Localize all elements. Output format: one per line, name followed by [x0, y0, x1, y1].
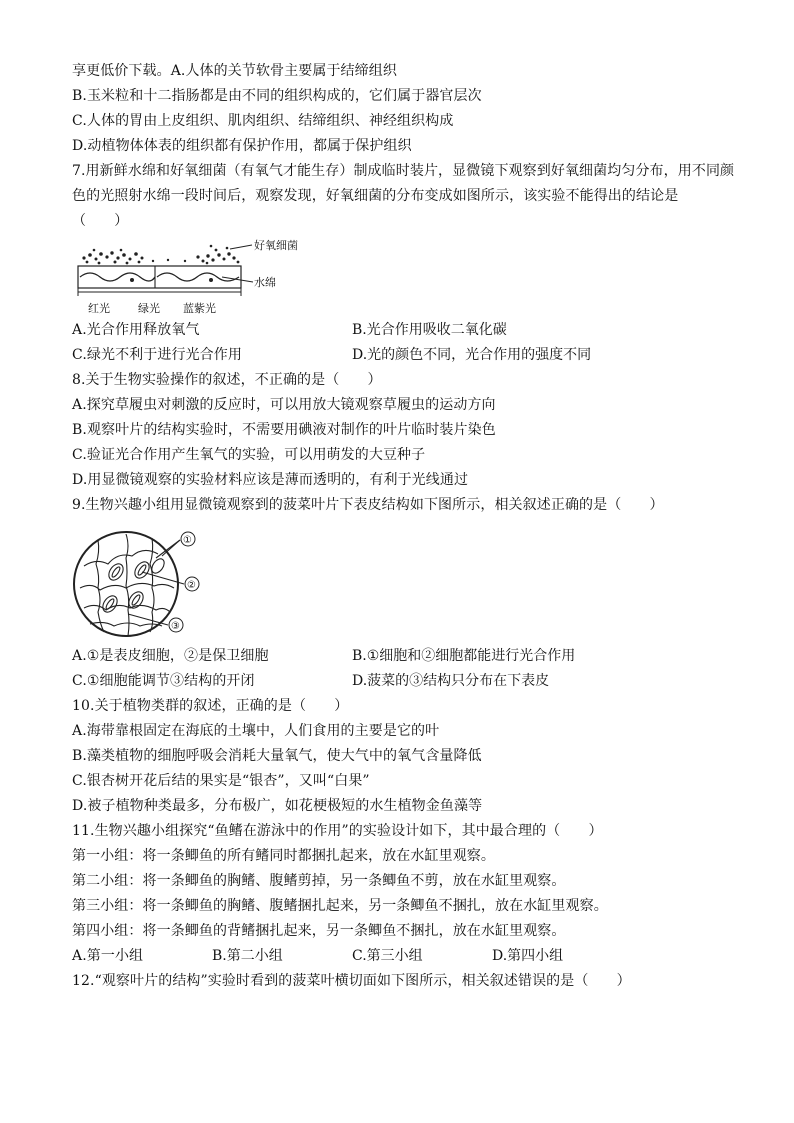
q9-leaf-epidermis-figure: [70, 528, 218, 640]
q11-option-a: A.第一小组: [72, 948, 144, 964]
label-red-light: 红光: [88, 302, 110, 315]
q11-option-d: D.第四小组: [492, 948, 564, 964]
q8-option-a: A.探究草履虫对刺激的反应时，可以用放大镜观察草履虫的运动方向: [72, 397, 496, 413]
q12-stem: 12.“观察叶片的结构”实验时看到的菠菜叶横切面如下图所示，相关叙述错误的是（ ）: [72, 973, 631, 989]
marker-3: ③: [171, 621, 180, 632]
q11-group-1: 第一小组：将一条鲫鱼的所有鳍同时都捆扎起来，放在水缸里观察。: [72, 848, 495, 864]
label-spirogyra: 水绵: [254, 276, 276, 289]
q7-option-d: D.光的颜色不同，光合作用的强度不同: [352, 347, 592, 363]
q10-stem: 10.关于植物类群的叙述，正确的是（ ）: [72, 698, 349, 714]
q9-option-b: B.①细胞和②细胞都能进行光合作用: [352, 648, 576, 664]
q11-option-c: C.第三小组: [352, 948, 423, 964]
q8-stem: 8.关于生物实验操作的叙述，不正确的是（ ）: [72, 372, 382, 388]
q7-stem-line2: 色的光照射水绵一段时间后，观察发现，好氧细菌的分布变成如图所示，该实验不能得出的结论是: [72, 188, 679, 204]
q9-option-a: A.①是表皮细胞，②是保卫细胞: [72, 648, 269, 664]
q10-option-a: A.海带靠根固定在海底的土壤中，人们食用的主要是它的叶: [72, 723, 440, 739]
q8-option-b: B.观察叶片的结构实验时，不需要用碘液对制作的叶片临时装片染色: [72, 422, 496, 438]
q10-option-c: C.银杏树开花后结的果实是“银杏”，又叫“白果”: [72, 773, 370, 789]
q7-option-a: A.光合作用释放氧气: [72, 322, 200, 338]
option-line-a-q6: 享更低价下载。A.人体的关节软骨主要属于结缔组织: [72, 63, 397, 79]
marker-2: ②: [187, 580, 196, 591]
label-blue-violet-light: 蓝紫光: [183, 302, 216, 315]
q11-group-2: 第二小组：将一条鲫鱼的胸鳍、腹鳍剪掉，另一条鲫鱼不剪，放在水缸里观察。: [72, 873, 566, 889]
q9-stem: 9.生物兴趣小组用显微镜观察到的菠菜叶片下表皮结构如下图所示，相关叙述正确的是（ ）: [72, 497, 664, 513]
q11-option-b: B.第二小组: [212, 948, 283, 964]
q8-option-d: D.用显微镜观察的实验材料应该是薄而透明的，有利于光线通过: [72, 472, 469, 488]
label-green-light: 绿光: [138, 302, 160, 315]
q7-algae-bacteria-figure: [70, 236, 298, 320]
marker-1: ①: [183, 535, 192, 546]
option-line-d-q6: D.动植物体体表的组织都有保护作用，都属于保护组织: [72, 138, 412, 154]
q7-option-b: B.光合作用吸收二氧化碳: [352, 322, 507, 338]
label-aerobic-bacteria: 好氧细菌: [254, 239, 298, 252]
q7-stem-line1: 7.用新鲜水绵和好氧细菌（有氧气才能生存）制成临时装片，显微镜下观察到好氧细菌均匀分布，用不同颜: [72, 163, 735, 179]
q10-option-b: B.藻类植物的细胞呼吸会消耗大量氧气，使大气中的氧气含量降低: [72, 748, 482, 764]
q11-group-3: 第三小组：将一条鲫鱼的胸鳍、腹鳍捆扎起来，另一条鲫鱼不捆扎，放在水缸里观察。: [72, 898, 608, 914]
q11-stem: 11.生物兴趣小组探究“鱼鳍在游泳中的作用”的实验设计如下，其中最合理的（ ）: [72, 823, 603, 839]
q10-option-d: D.被子植物种类最多，分布极广，如花梗极短的水生植物金鱼藻等: [72, 798, 483, 814]
q11-group-4: 第四小组：将一条鲫鱼的背鳍捆扎起来，另一条鲫鱼不捆扎，放在水缸里观察。: [72, 923, 566, 939]
option-line-c-q6: C.人体的胃由上皮组织、肌肉组织、结缔组织、神经组织构成: [72, 113, 454, 129]
q8-option-c: C.验证光合作用产生氧气的实验，可以用萌发的大豆种子: [72, 447, 426, 463]
q9-option-d: D.菠菜的③结构只分布在下表皮: [352, 673, 550, 689]
option-line-b-q6: B.玉米粒和十二指肠都是由不同的组织构成的，它们属于器官层次: [72, 88, 482, 104]
q9-option-c: C.①细胞能调节③结构的开闭: [72, 673, 255, 689]
q7-option-c: C.绿光不利于进行光合作用: [72, 347, 242, 363]
aerobic-bacteria-dots: [82, 245, 239, 265]
q7-answer-blank: （ ）: [72, 213, 129, 229]
